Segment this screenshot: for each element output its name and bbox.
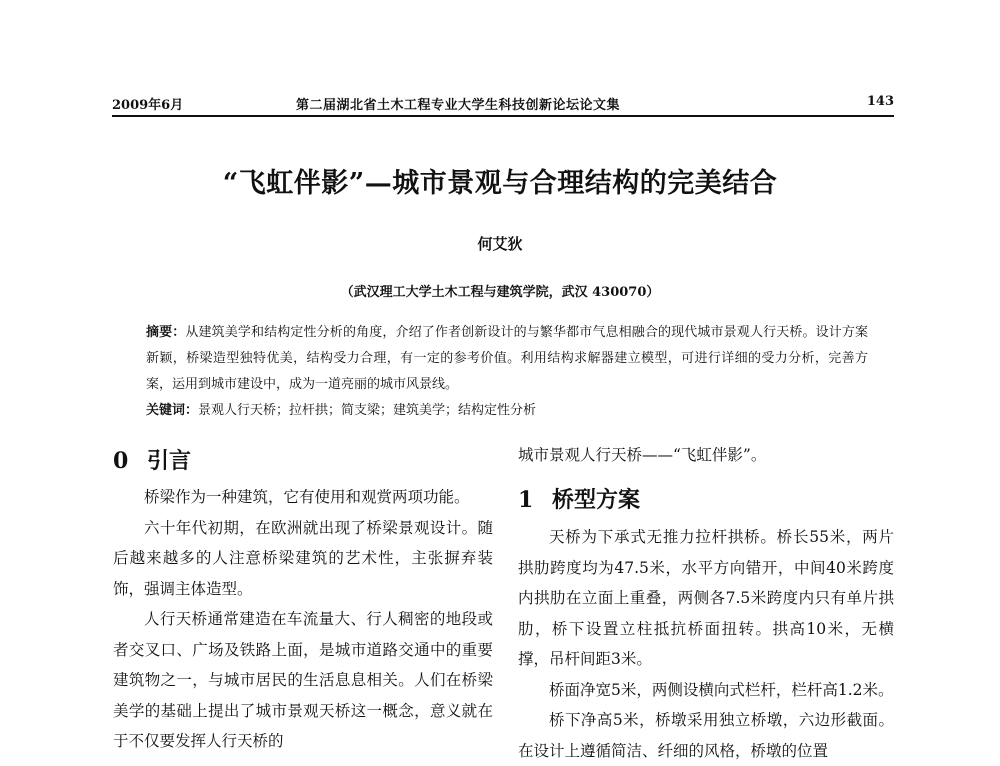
section-0-paragraph: 桥梁作为一种建筑，它有使用和观赏两项功能。 xyxy=(144,488,470,506)
header-rule xyxy=(112,115,894,117)
section-1-paragraph: 桥面净宽5米，两侧设横向式栏杆，栏杆高1.2米。 xyxy=(549,680,894,699)
abstract xyxy=(146,320,868,398)
section-0-number: 0 xyxy=(113,448,129,474)
section-1-paragraph: 桥下净高5米，桥墩采用独立桥墩，六边形截面。在设计上遵循简洁、纤细的风格，桥墩的位置 xyxy=(518,711,894,760)
continuation-text: 城市景观人行天桥——“飞虹伴影”。 xyxy=(518,446,767,464)
section-1-number: 1 xyxy=(518,487,534,513)
header-date: 2009年6月 xyxy=(112,98,184,113)
running-header xyxy=(112,92,894,114)
paper-title: “飞虹伴影”—城市景观与合理结构的完美结合 xyxy=(222,168,778,199)
header-journal-title: 第二届湖北省土木工程专业大学生科技创新论坛论文集 xyxy=(296,98,621,113)
keywords-text: 景观人行天桥；拉杆拱；简支梁；建筑美学；结构定性分析 xyxy=(198,403,537,418)
right-column xyxy=(518,522,894,766)
section-0-title: 引言 xyxy=(147,448,192,474)
section-1-paragraph: 天桥为下承式无推力拉杆拱桥。桥长55米，两片拱肋跨度均为47.5米，水平方向错开，中间40米跨度内拱肋在立面上重叠，两侧各7.5米跨度内只有单片拱肋，桥下设置立柱抵抗桥面扭转。拱高10米，无横撑，吊杆间距3米。 xyxy=(518,528,894,668)
section-0-paragraph: 人行天桥通常建造在车流量大、行人稠密的地段或者交叉口、广场及铁路上面，是城市道路交通中的重要建筑物之一，与城市居民的生活息息相关。人们在桥梁美学的基础上提出了城市景观天桥这一概念，意义就在于不仅要发挥人行天桥的 xyxy=(113,610,493,750)
author-affiliation: （武汉理工大学土木工程与建筑学院，武汉 430070） xyxy=(340,285,660,300)
section-0-heading xyxy=(113,444,191,475)
keywords-label: 关键词： xyxy=(146,403,199,418)
left-column xyxy=(113,482,493,757)
keywords xyxy=(146,398,868,424)
right-column-continuation xyxy=(518,440,894,471)
header-page-number: 143 xyxy=(866,94,894,109)
section-1-title: 桥型方案 xyxy=(552,487,641,513)
abstract-label: 摘要： xyxy=(146,325,186,340)
section-1-heading xyxy=(518,483,640,514)
author-name: 何艾狄 xyxy=(477,235,523,253)
section-0-paragraph: 六十年代初期，在欧洲就出现了桥梁景观设计。随后越来越多的人注意桥梁建筑的艺术性，主张摒弃装饰，强调主体造型。 xyxy=(113,518,493,598)
abstract-text: 从建筑美学和结构定性分析的角度，介绍了作者创新设计的与繁华都市气息相融合的现代城市景观人行天桥。设计方案新颖，桥梁造型独特优美，结构受力合理，有一定的参考价值。利用结构求解器建立模型，可进行详细的受力分析，完善方案，运用到城市建设中，成为一道亮丽的城市风景线。 xyxy=(146,325,868,392)
